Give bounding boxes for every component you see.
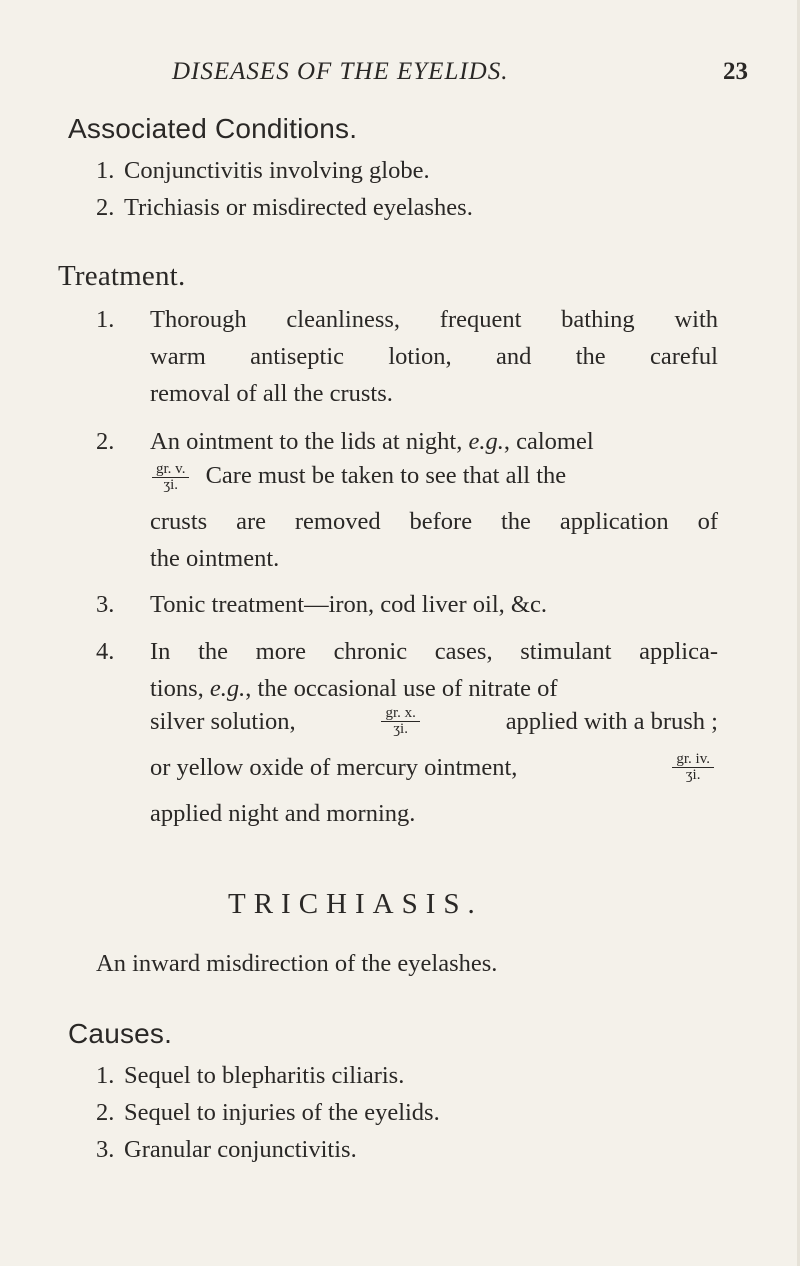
dose-fraction — [672, 752, 714, 783]
text-run: Care must be taken to see that all the — [205, 462, 567, 490]
causes-heading: Causes. — [68, 1018, 173, 1049]
list-number: 1. — [96, 306, 115, 333]
fraction-denominator: ʒi. — [163, 477, 179, 493]
treatment-2-line: the ointment. — [150, 545, 280, 572]
list-number: 1. — [96, 157, 115, 184]
list-item: Sequel to injuries of the eyelids. — [124, 1099, 440, 1126]
text-run: , the occasional use of nitrate of — [245, 675, 558, 702]
treatment-4-line — [150, 752, 718, 783]
list-item: Trichiasis or misdirected eyelashes. — [124, 194, 473, 221]
treatment-4-line: applied night and morning. — [150, 800, 416, 827]
treatment-2-line: crusts are removed before the application of — [150, 508, 718, 535]
treatment-heading: Treatment. — [58, 260, 186, 292]
page-number: 23 — [723, 58, 748, 85]
list-number: 1. — [96, 1062, 115, 1089]
section-title: TRICHIASIS. — [228, 888, 483, 920]
text-run: applied with a brush ; — [505, 707, 718, 735]
list-number: 3. — [96, 591, 115, 618]
fraction-denominator: ʒi. — [685, 767, 701, 783]
list-number: 2. — [96, 1099, 115, 1126]
associated-conditions-heading: Associated Conditions. — [68, 113, 358, 144]
treatment-4-line: In the more chronic cases, stimulant applica- — [150, 638, 718, 665]
treatment-1-line: removal of all the crusts. — [150, 380, 393, 407]
treatment-4-line — [150, 706, 718, 737]
treatment-1-line: Thorough cleanliness, frequent bathing with — [150, 306, 718, 333]
list-number: 4. — [96, 638, 115, 665]
fraction-denominator: ʒi. — [393, 721, 408, 737]
treatment-2-line — [148, 462, 566, 493]
text-run: , calomel — [503, 428, 594, 455]
dose-fraction — [381, 706, 419, 737]
fraction-numerator: gr. v. — [152, 462, 189, 478]
dose-fraction — [152, 462, 189, 493]
list-number: 3. — [96, 1136, 115, 1163]
treatment-3-line: Tonic treatment—iron, cod liver oil, &c. — [150, 591, 547, 618]
fraction-numerator: gr. x. — [381, 706, 419, 722]
text-run: An ointment to the lids at night, — [150, 428, 469, 455]
text-run: tions, — [150, 675, 210, 702]
treatment-4-line — [150, 675, 718, 703]
treatment-2-line — [150, 428, 718, 456]
treatment-1-line: warm antiseptic lotion, and the careful — [150, 343, 718, 370]
text-run: silver solution, — [150, 707, 296, 735]
fraction-numerator: gr. iv. — [672, 752, 714, 768]
list-number: 2. — [96, 194, 115, 221]
italic-eg: e.g. — [209, 675, 246, 702]
running-head: DISEASES OF THE EYELIDS. — [172, 58, 509, 85]
italic-eg: e.g. — [468, 428, 504, 455]
list-number: 2. — [96, 428, 115, 455]
list-item: Conjunctivitis involving globe. — [124, 157, 430, 184]
definition-text: An inward misdirection of the eyelashes. — [96, 950, 498, 977]
list-item: Granular conjunctivitis. — [124, 1136, 357, 1163]
list-item: Sequel to blepharitis ciliaris. — [124, 1062, 405, 1089]
text-run: or yellow oxide of mercury ointment, — [150, 753, 518, 781]
